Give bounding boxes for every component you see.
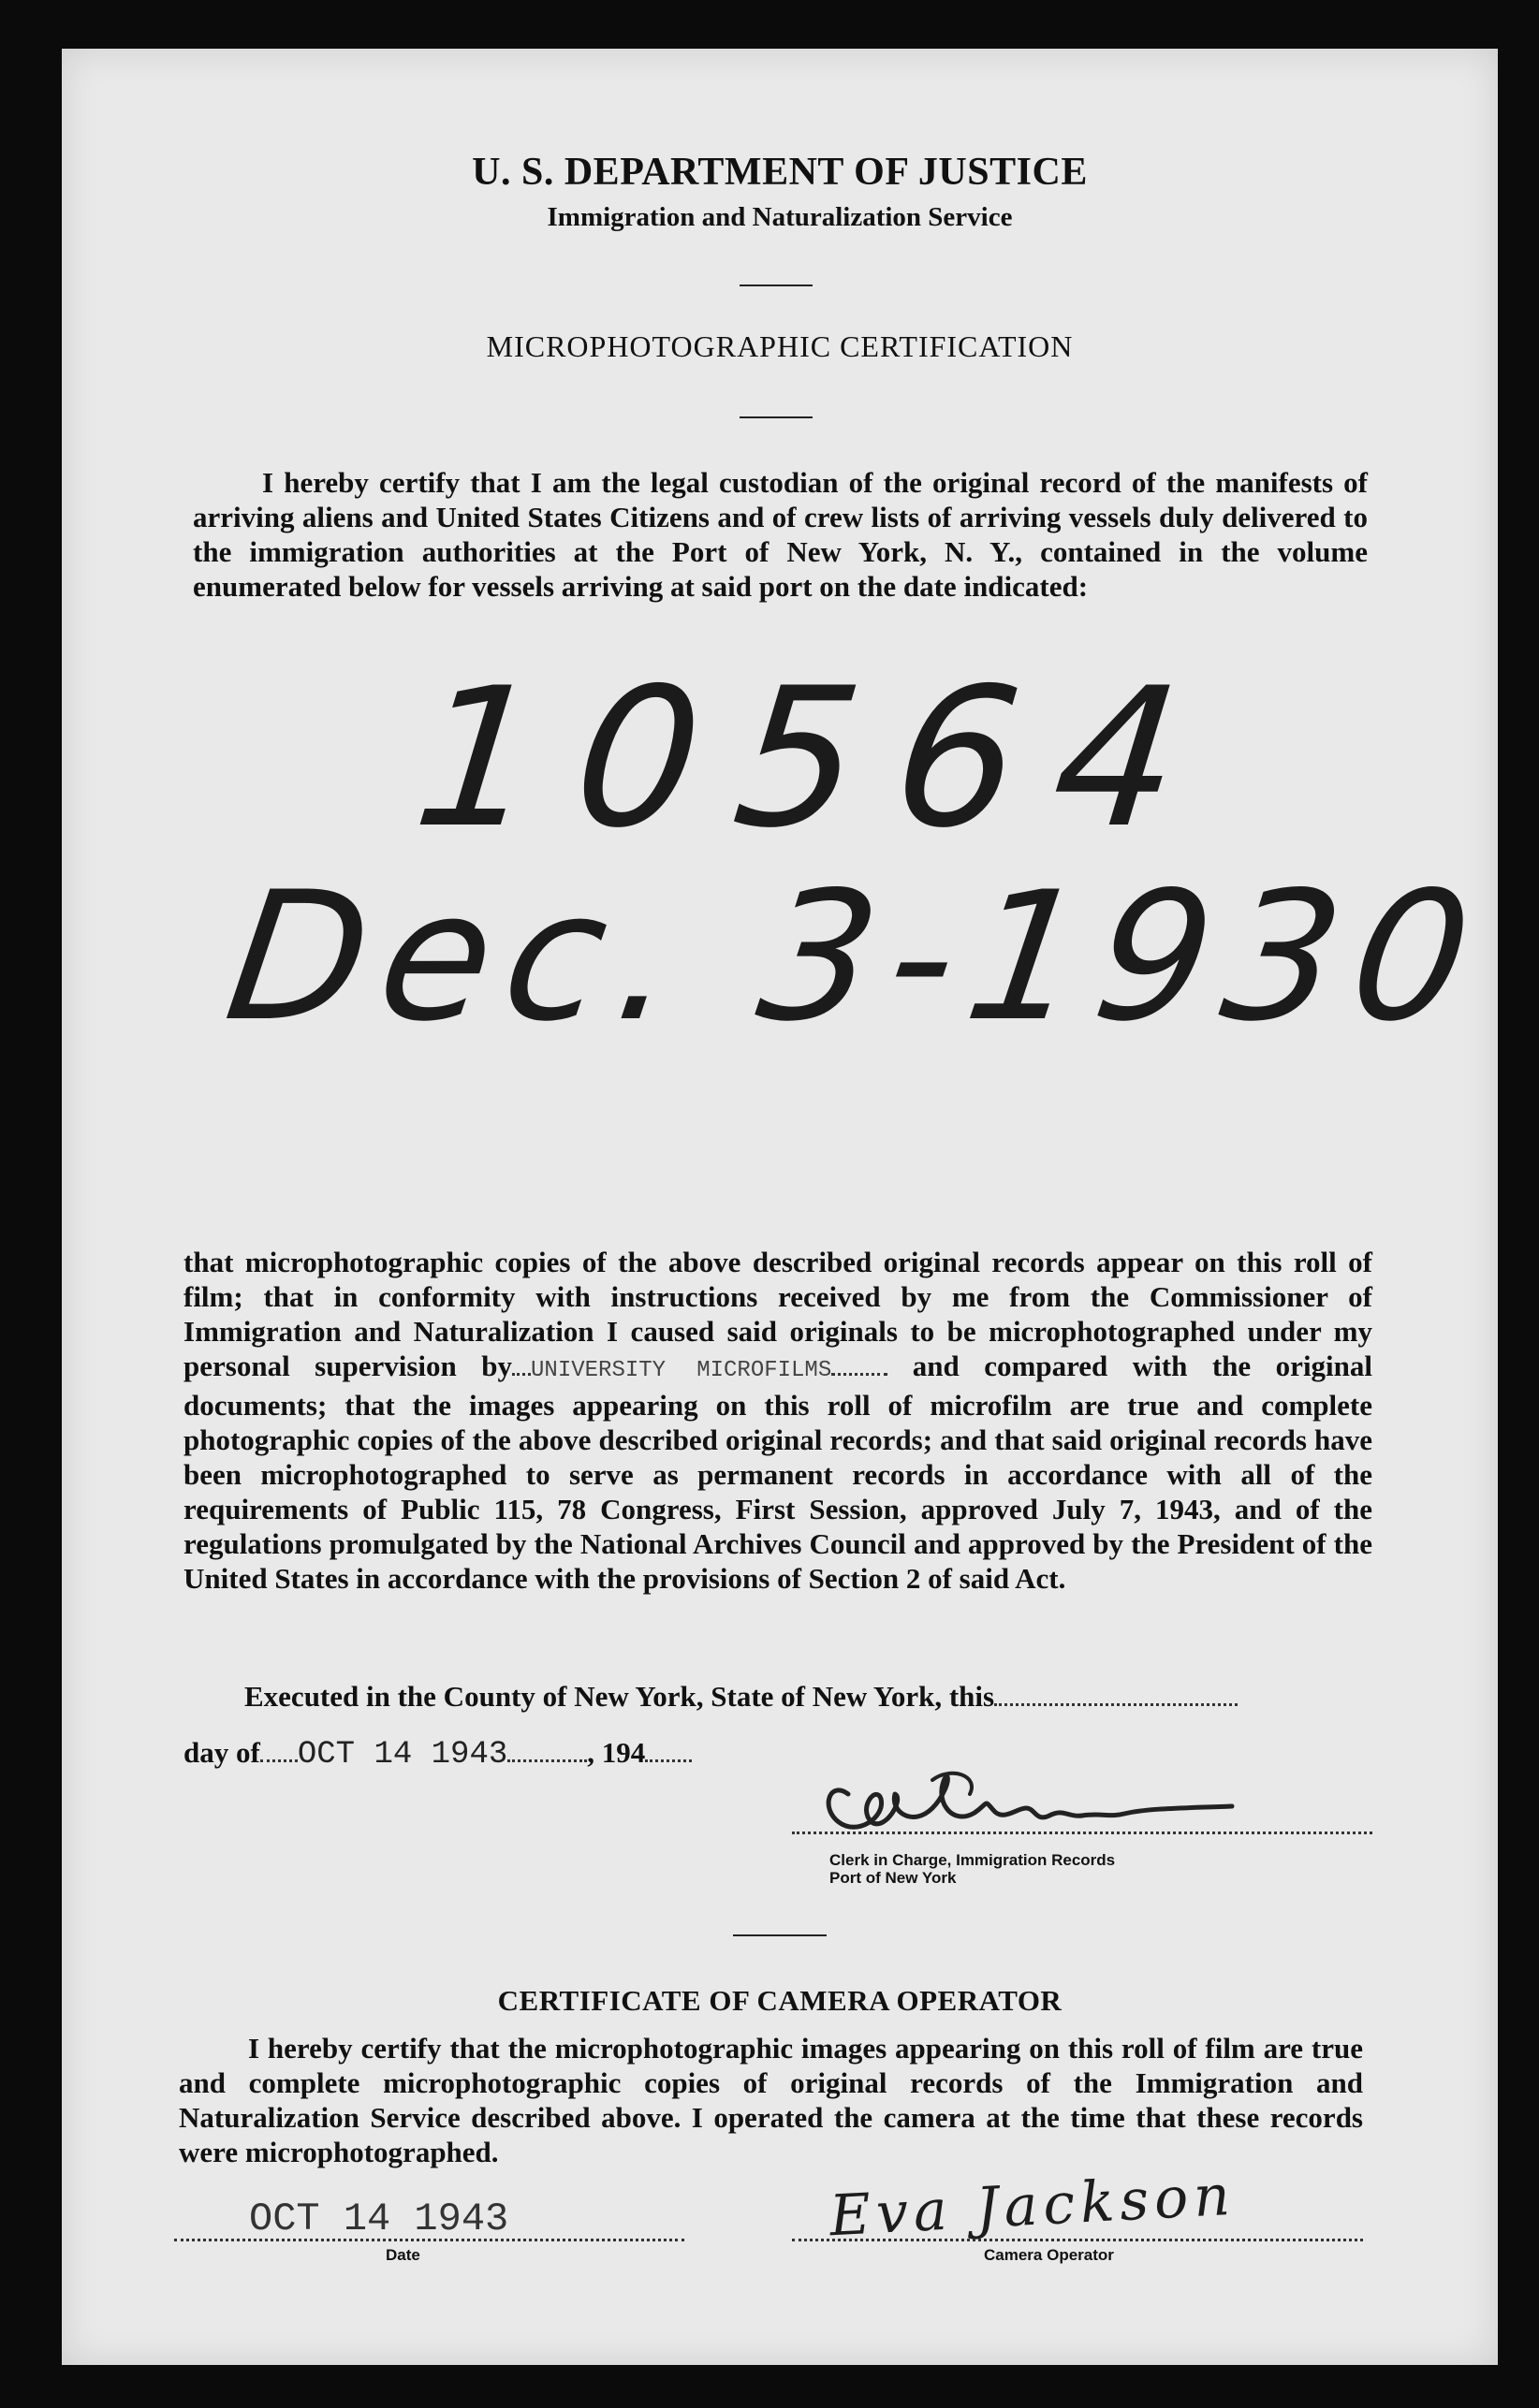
- service-subheading: Immigration and Naturalization Service: [547, 202, 1013, 232]
- clerk-signature: [792, 1743, 1400, 1864]
- camera-operator-signature: Eva Jackson: [828, 2162, 1238, 2250]
- body-text-part1: that microphotographic copies of the above described original records appear on this roll of film; that in conformity with instructions received by me from the Commissioner of Immigration and Naturalization I caused said originals to be microphotographed under my personal supervision by: [183, 1246, 1372, 1382]
- execution-date-stamp: OCT 14 1943: [297, 1737, 508, 1773]
- microfilmer-stamp: UNIVERSITY MICROFILMS: [531, 1358, 832, 1383]
- department-heading: U. S. DEPARTMENT OF JUSTICE: [472, 151, 1088, 194]
- dotted-line: [512, 1373, 531, 1376]
- handwritten-volume-number: 10564: [405, 648, 1227, 870]
- camera-cert-paragraph: [179, 2031, 1363, 2169]
- dotted-line: [260, 1759, 298, 1762]
- divider: [733, 1934, 827, 1936]
- clerk-title-line1: Clerk in Charge, Immigration Records: [829, 1851, 1116, 1869]
- execution-text: Executed in the County of New York, State of New York, this: [244, 1680, 995, 1713]
- body-paragraph: [183, 1245, 1372, 1596]
- camera-cert-heading: CERTIFICATE OF CAMERA OPERATOR: [497, 1984, 1063, 2017]
- year-label: , 194: [587, 1736, 646, 1769]
- intro-text: I hereby certify that I am the legal custodian of the original record of the manifests of arriving aliens and United States Citizens and of crew lists of arriving vessels duly delivered to the immigration authorities at the Port of New York, N. Y., contained in the volume enumerated below for vessels arriving at said port on the date indicated:: [193, 466, 1368, 603]
- camera-operator-label: Camera Operator: [984, 2246, 1114, 2264]
- certification-title: MICROPHOTOGRAPHIC CERTIFICATION: [486, 329, 1074, 363]
- operator-signature-line: [792, 2239, 1363, 2241]
- day-of-label: day of: [183, 1736, 260, 1769]
- body-text-part2: and compared with the original documents; that the images appearing on this roll of microfilm are true and complete photographic copies of the above described original records; and that said original records have been microphotographed to serve as permanent records in accordance with all of the requirements of Public 115, 78 Congress, First Session, approved July 7, 1943, and of the regulations promulgated by the National Archives Council and approved by the President of the United States in accordance with the provisions of Section 2 of said Act.: [183, 1350, 1373, 1595]
- divider: [740, 416, 813, 418]
- execution-line: [244, 1679, 1368, 1714]
- date-label: Date: [386, 2246, 420, 2264]
- intro-paragraph: [193, 465, 1368, 604]
- handwritten-arrival-date: Dec. 3-1930: [215, 854, 1497, 1060]
- divider: [740, 285, 813, 286]
- dotted-line: [645, 1759, 692, 1762]
- clerk-signature-line: [792, 1832, 1372, 1834]
- camera-cert-text: I hereby certify that the microphotographic images appearing on this roll of film are true and complete microphotographic copies of original records of the Immigration and Naturalization Service described above. I operated the camera at the time that these records were microphotographed.: [179, 2032, 1363, 2168]
- dotted-line: [831, 1373, 887, 1376]
- camera-date-stamp: OCT 14 1943: [249, 2196, 509, 2241]
- dotted-line: [994, 1703, 1238, 1706]
- dotted-line: [507, 1759, 587, 1762]
- clerk-title-line2: Port of New York: [829, 1869, 957, 1887]
- certificate-page: [62, 49, 1498, 2365]
- clerk-title: [829, 1851, 1297, 1887]
